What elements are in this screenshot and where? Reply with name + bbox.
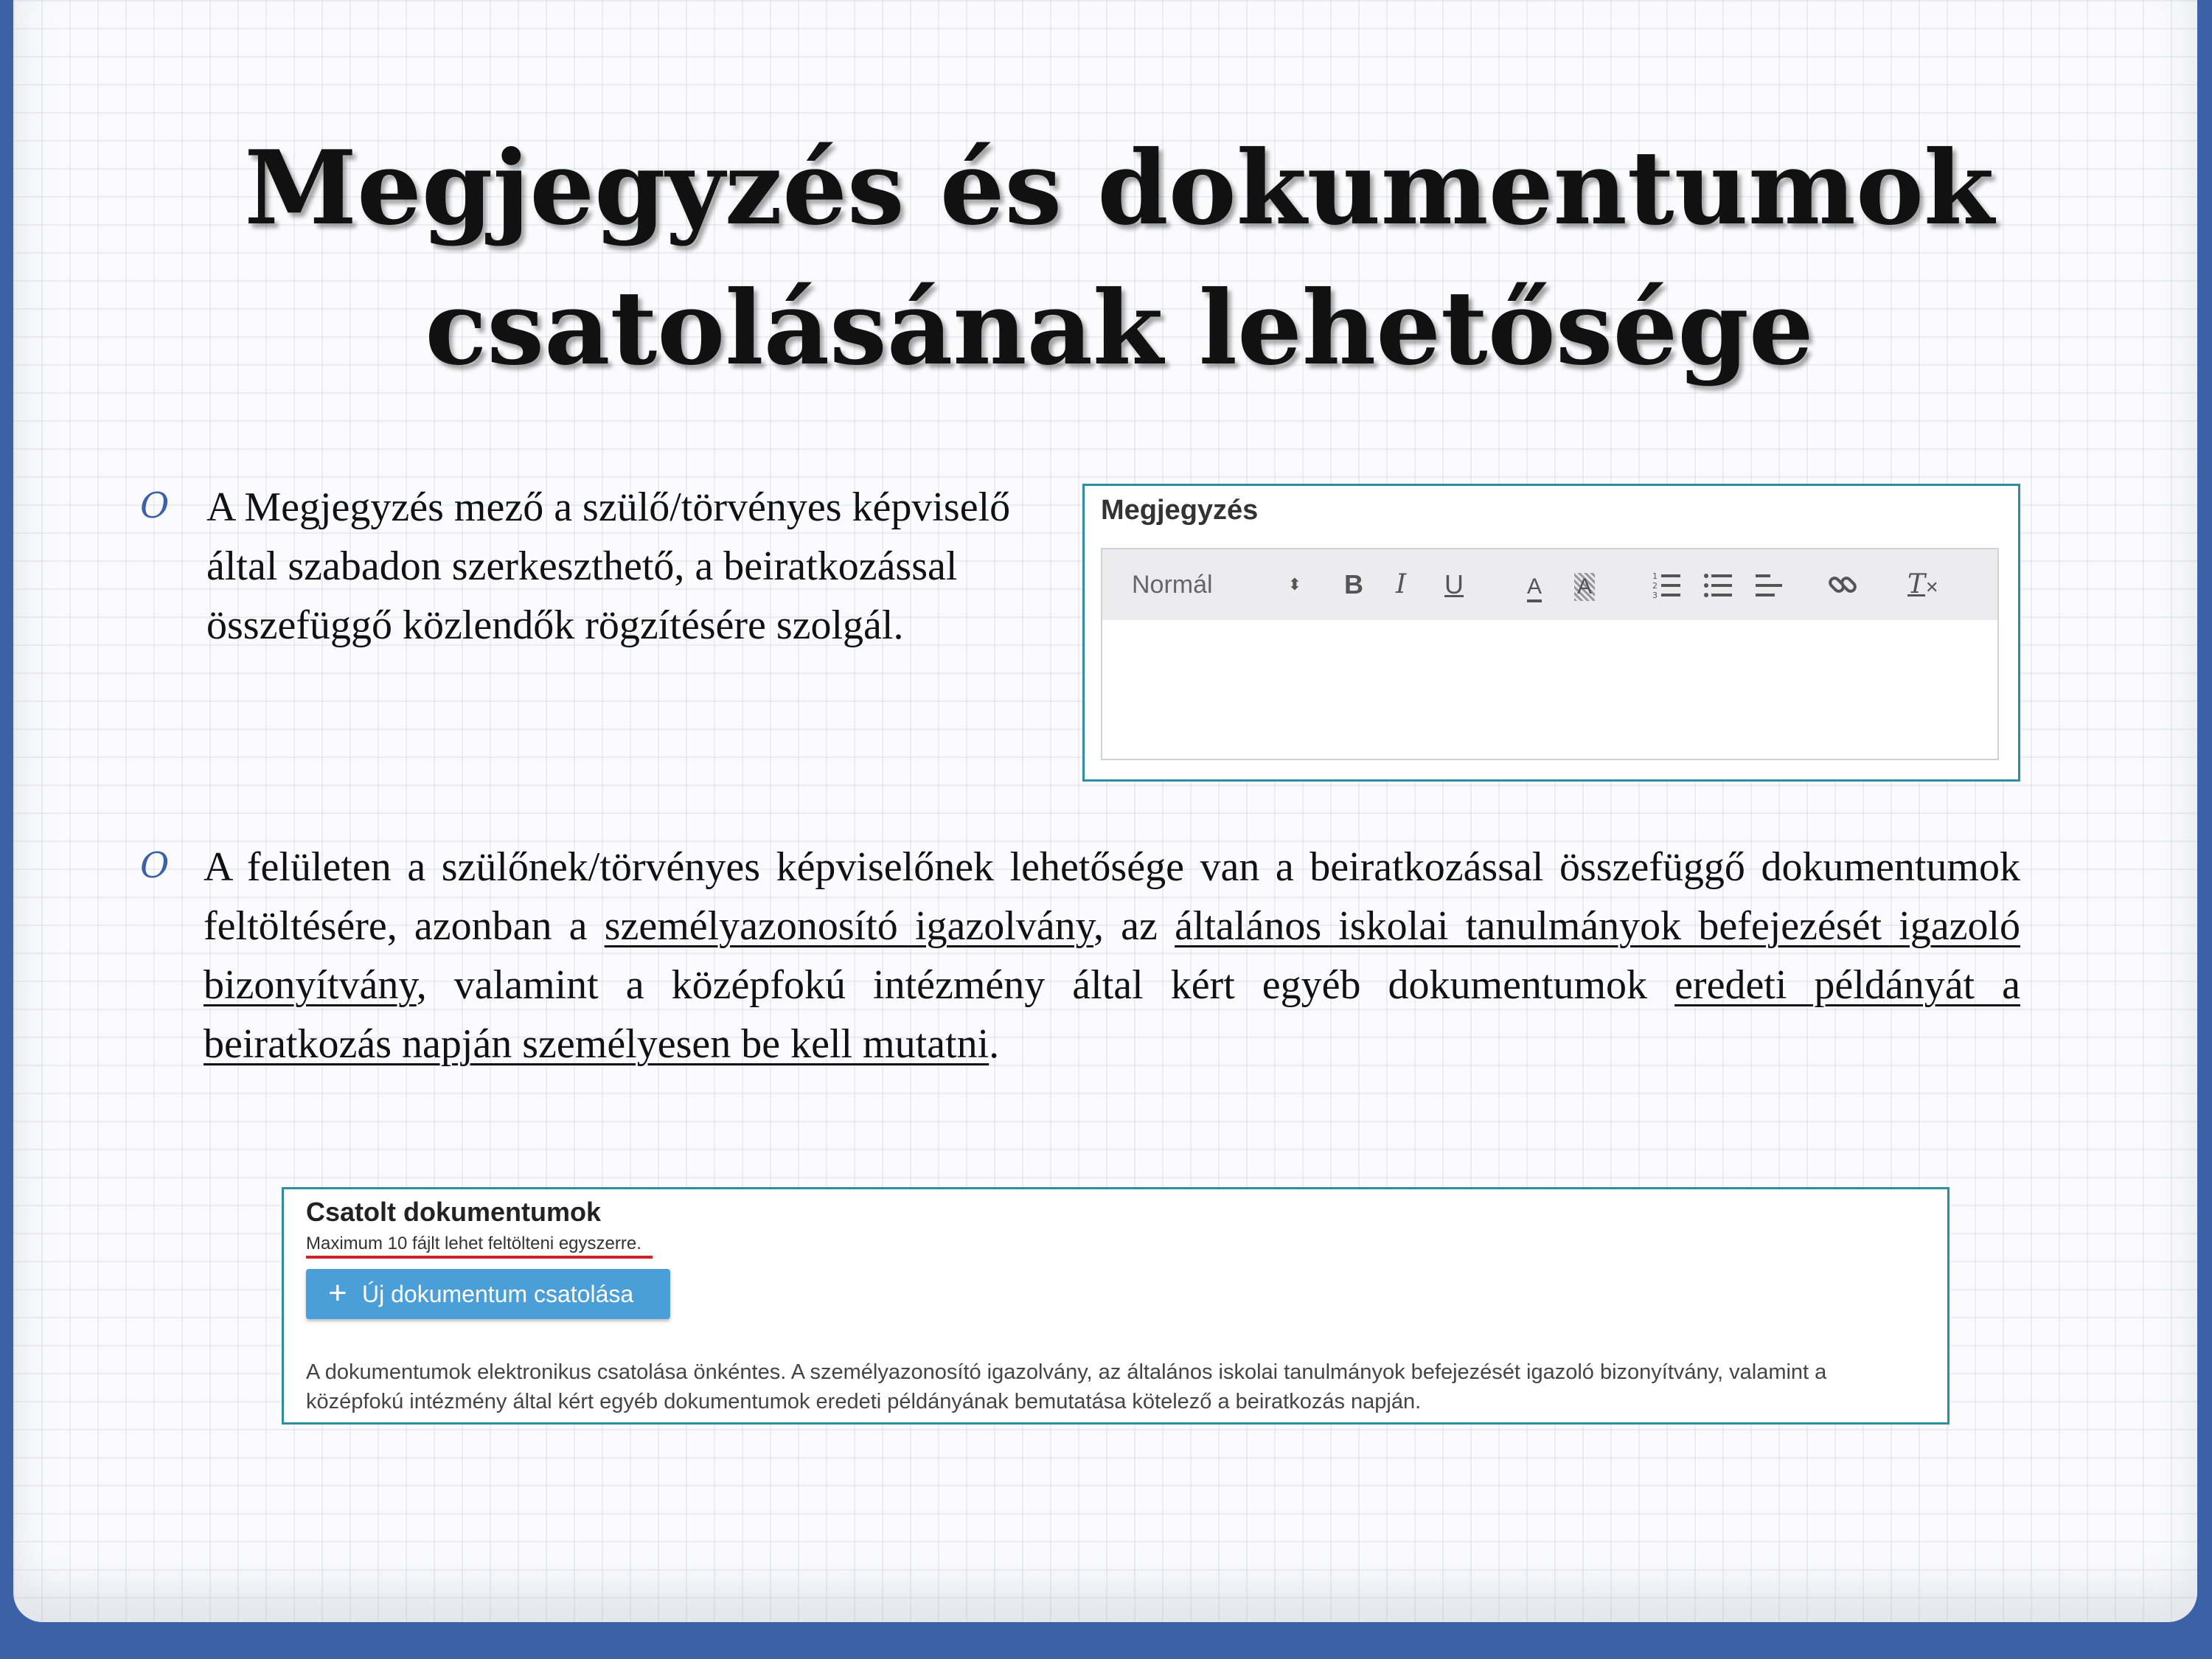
plus-icon: + [328, 1275, 347, 1311]
emphasis-id-card: személyazonosító igazolvány [604, 903, 1094, 949]
bullet-list-icon [1704, 570, 1733, 599]
svg-text:1: 1 [1652, 571, 1658, 581]
add-document-button[interactable] [306, 1269, 670, 1319]
title-line-2: csatolásának lehetősége [425, 268, 1814, 388]
attachments-panel [282, 1187, 1950, 1425]
note-text-area[interactable] [1101, 620, 1999, 760]
bullet-2-part-1: A felületen a szülőnek/törvényes képviselőnek lehetősége van a beiratkozással összefüggő dokumentumok feltöltésére, azonban a [204, 844, 2020, 949]
select-arrows-icon: ⬍ [1287, 575, 1301, 594]
slide [13, 0, 2197, 1622]
clear-format-icon: T [1907, 569, 1926, 599]
link-button[interactable] [1828, 549, 1857, 620]
bullet-2-text [204, 838, 2020, 1074]
highlight-icon: A [1574, 573, 1595, 601]
italic-button[interactable]: I [1396, 569, 1407, 599]
bold-button[interactable]: B [1344, 569, 1363, 599]
highlight-button[interactable] [1574, 549, 1607, 620]
attachments-note: A dokumentumok elektronikus csatolása önkéntes. A személyazonosító igazolvány, az általános iskolai tanulmányok befejezését igazoló bizonyítvány, valamint a középfokú intézmény által kért egyéb dokumentumok eredeti példányának bemutatása kötelező a beiratkozás napján. [306, 1360, 1827, 1413]
slide-title [13, 118, 2212, 398]
underline-button[interactable]: U [1444, 569, 1464, 599]
align-icon [1756, 570, 1785, 599]
link-icon [1828, 570, 1857, 599]
attachments-title: Csatolt dokumentumok [306, 1197, 602, 1227]
format-select-value: Normál [1132, 571, 1213, 599]
emphasis-certificate: általános iskolai tanulmányok befejezését igazoló bizonyítvány [204, 903, 2021, 1008]
bullet-marker-2: O [140, 845, 170, 886]
svg-text:3: 3 [1652, 591, 1658, 599]
clear-format-button[interactable] [1907, 549, 1938, 620]
add-document-button-label: Új dokumentum csatolása [362, 1281, 634, 1307]
attachments-limit-text: Maximum 10 fájlt lehet feltölteni egyszerre. [306, 1234, 641, 1253]
note-editor-panel [1082, 484, 2020, 782]
text-color-icon: A [1527, 574, 1542, 602]
ordered-list-button[interactable] [1652, 549, 1682, 620]
bullet-2-part-2: , az [1093, 903, 1175, 949]
bullet-list-button[interactable] [1704, 549, 1733, 620]
format-select[interactable] [1132, 549, 1301, 620]
bullet-2-part-4: . [989, 1021, 1000, 1067]
bullet-1-text: A Megjegyzés mező a szülő/törvényes képviselő által szabadon szerkeszthető, a beiratkozással összefüggő közlendők rögzítésére szolgál. [206, 484, 1011, 648]
align-button[interactable] [1756, 549, 1785, 620]
text-color-button[interactable] [1527, 549, 1557, 620]
emphasis-originals-in-person: eredeti példányát a beiratkozás napján személyesen be kell mutatni [204, 962, 2021, 1067]
bullet-marker-1: O [140, 485, 170, 526]
editor-toolbar [1101, 548, 1999, 622]
svg-text:2: 2 [1652, 581, 1658, 591]
bullet-2-part-3: , valamint a középfokú intézmény által kért egyéb dokumentumok [416, 962, 1675, 1008]
ordered-list-icon [1652, 570, 1682, 599]
red-underline-mark [306, 1256, 653, 1259]
clear-x-icon: ✕ [1925, 579, 1939, 597]
title-line-1: Megjegyzés és dokumentumok [244, 128, 1994, 248]
note-label: Megjegyzés [1101, 495, 1259, 526]
